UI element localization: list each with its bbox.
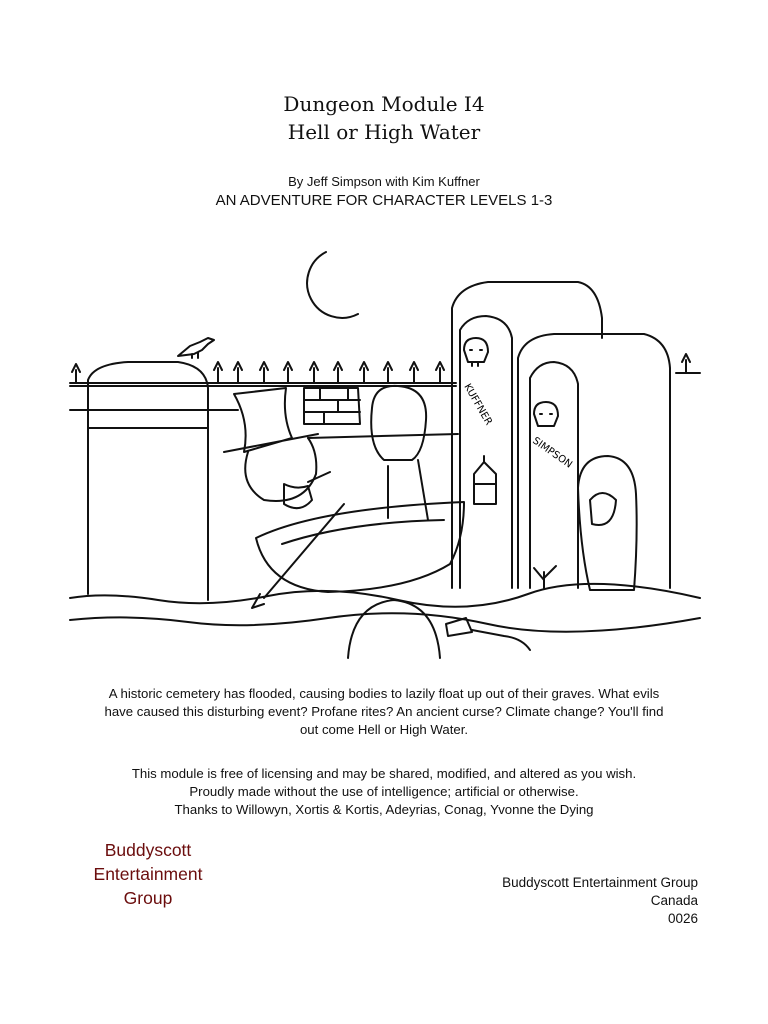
publisher-logo: [68, 838, 228, 910]
water: [70, 584, 700, 632]
boat: [256, 502, 464, 592]
tombstone-kuffner-text: KUFFNER: [461, 382, 494, 428]
license-line: Thanks to Willowyn, Xortis & Kortis, Adeyrias, Conag, Yvonne the Dying: [174, 802, 594, 817]
module-title: Dungeon Module I4: [283, 92, 485, 116]
lantern: [474, 456, 496, 504]
tombstone-kuffner: [452, 282, 602, 588]
fence: [70, 373, 700, 386]
publisher-country: Canada: [650, 893, 698, 908]
license-line: This module is free of licensing and may be shared, modified, and altered as you wish.: [131, 766, 637, 781]
logo-line: Buddyscott: [104, 840, 192, 860]
license-notice: [60, 765, 708, 819]
bird: [178, 338, 214, 358]
moon: [307, 252, 358, 318]
publisher-name: Buddyscott Entertainment Group: [502, 875, 698, 890]
license-line: Proudly made without the use of intelligence; artificial or otherwise.: [189, 784, 579, 799]
hooded-figure: [578, 456, 637, 590]
author-byline: By Jeff Simpson with Kim Kuffner: [288, 174, 480, 189]
adventure-blurb: [60, 685, 708, 739]
logo-line: Group: [123, 888, 173, 908]
publisher-code: 0026: [667, 911, 698, 926]
module-subtitle: Hell or High Water: [287, 120, 481, 144]
cemetery-illustration: [68, 238, 702, 668]
blurb-line: A historic cemetery has flooded, causing bodies to lazily float up out of their graves. What evils: [108, 686, 660, 701]
character-levels: AN ADVENTURE FOR CHARACTER LEVELS 1-3: [215, 192, 553, 209]
tombstone-simpson-text: SIMPSON: [530, 435, 574, 471]
tombstone-left: [88, 362, 208, 600]
blurb-line: out come Hell or High Water.: [299, 722, 469, 737]
tombstone-simpson: [518, 334, 670, 588]
publisher-address: [502, 874, 698, 928]
blurb-line: have caused this disturbing event? Profane rites? An ancient curse? Climate change? You'll find: [104, 704, 664, 719]
logo-line: Entertainment: [93, 864, 203, 884]
girl: [371, 386, 428, 520]
